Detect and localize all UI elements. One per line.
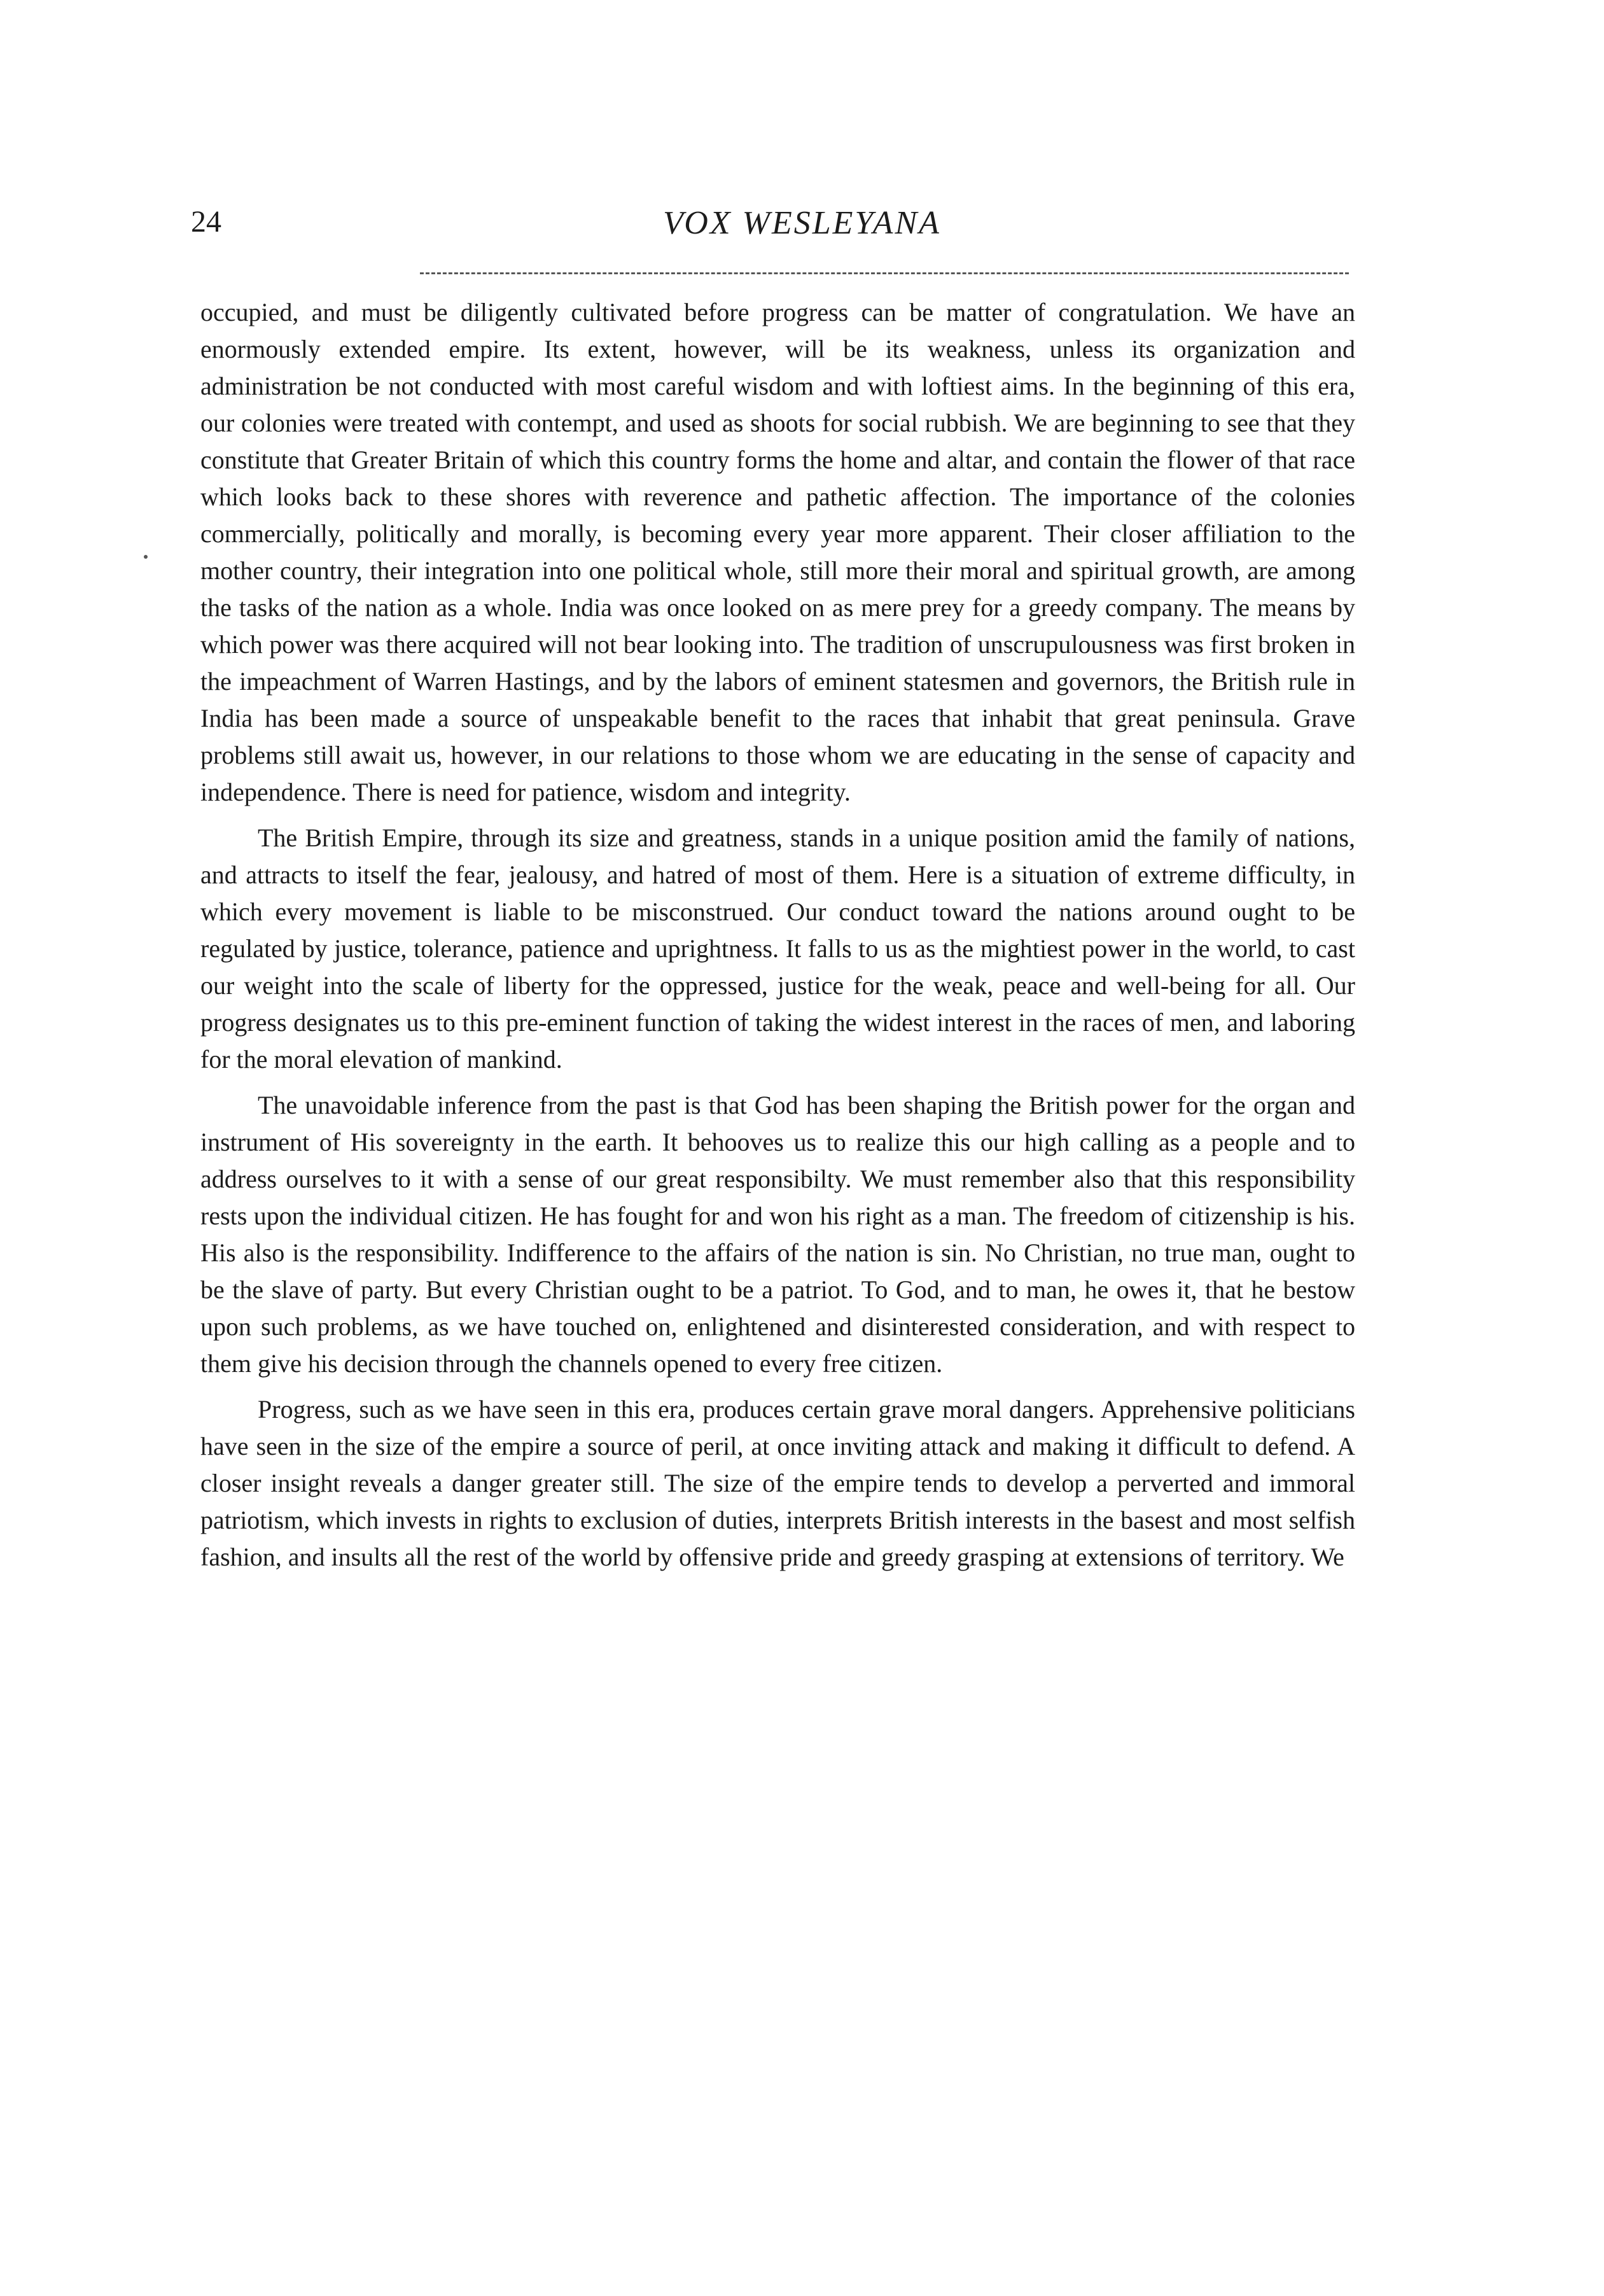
page-number: 24 xyxy=(191,205,221,239)
paragraph: The unavoidable inference from the past is that God has been shaping the British power for the organ and instrument of His sovereignty in the earth. It behooves us to realize this our high calling as a people and to address ourselves to it with a sense of our great responsibilty. We must remember also that this responsibility rests upon the individual citizen. He has fought for and won his right as a man. The freedom of citizenship is his. His also is the responsibility. Indifference to the affairs of the nation is sin. No Christian, no true man, ought to be the slave of party. But every Christian ought to be a patriot. To God, and to man, he owes it, that he bestow upon such problems, as we have touched on, enlightened and disinterested consideration, and with respect to them give his decision through the channels opened to every free citizen. xyxy=(200,1091,1355,1378)
running-title: VOX WESLEYANA xyxy=(663,205,941,241)
paragraph: Progress, such as we have seen in this era, produces certain grave moral dangers. Apprehensive politicians have seen in the size of the empire a source of peril, at once inviting attack and making it difficult to defend. A closer insight reveals a danger greater still. The size of the empire tends to develop a perverted and immoral patriotism, which invests in rights to exclusion of duties, interprets British interests in the basest and most selfish fashion, and insults all the rest of the world by offensive pride and greedy grasping at extensions of territory. We xyxy=(200,1395,1355,1571)
paragraph: The British Empire, through its size and greatness, stands in a unique position amid the family of nations, and attracts to itself the fear, jealousy, and hatred of most of them. Here is a situation of extreme difficulty, in which every movement is liable to be misconstrued. Our conduct toward the nations around ought to be regulated by justice, tolerance, patience and uprightness. It falls to us as the mightiest power in the world, to cast our weight into the scale of liberty for the oppressed, justice for the weak, peace and well-being for all. Our progress designates us to this pre-eminent function of taking the widest interest in the races of men, and laboring for the moral elevation of mankind. xyxy=(200,823,1355,1074)
header-rule xyxy=(420,272,1349,274)
body-text xyxy=(200,294,1355,1585)
margin-mark xyxy=(144,555,148,559)
paragraph: occupied, and must be diligently cultivated before progress can be matter of congratulation. We have an enormously extended empire. Its extent, however, will be its weakness, unless its organization and administration be not conducted with most careful wisdom and with loftiest aims. In the beginning of this era, our colonies were treated with contempt, and used as shoots for social rubbish. We are beginning to see that they constitute that Greater Britain of which this country forms the home and altar, and contain the flower of that race which looks back to these shores with reverence and pathetic affection. The importance of the colonies commercially, politically and morally, is becoming every year more apparent. Their closer affiliation to the mother country, their integration into one political whole, still more their moral and spiritual growth, are among the tasks of the nation as a whole. India was once looked on as mere prey for a greedy company. The means by which power was there acquired will not bear looking into. The tradition of unscrupulousness was first broken in the impeachment of Warren Hastings, and by the labors of eminent statesmen and governors, the British rule in India has been made a source of unspeakable benefit to the races that inhabit that great peninsula. Grave problems still await us, however, in our relations to those whom we are educating in the sense of capacity and independence. There is need for patience, wisdom and integrity. xyxy=(200,298,1355,806)
